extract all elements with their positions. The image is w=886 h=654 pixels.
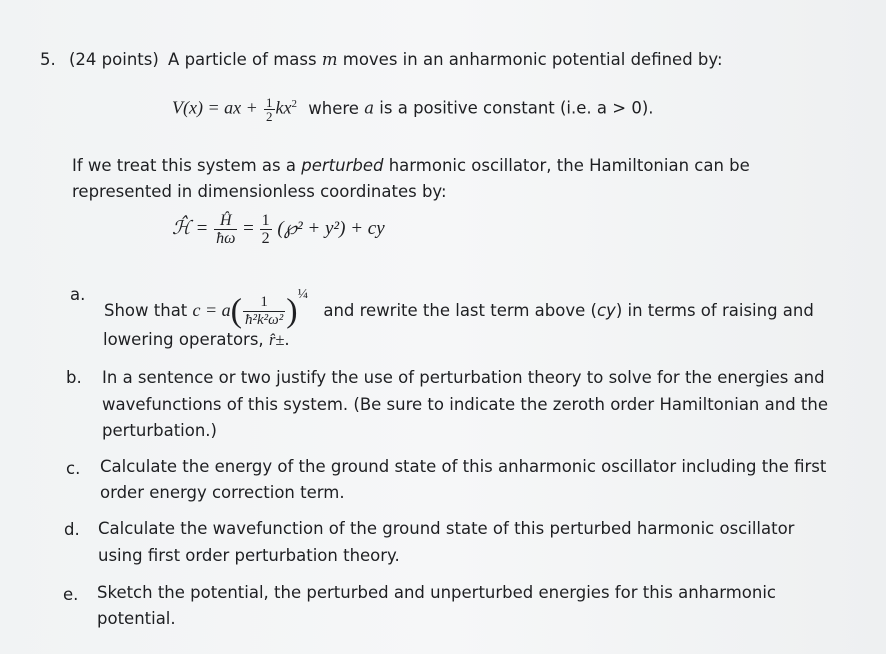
hamiltonian-eq: =	[243, 217, 254, 239]
mass-symbol: m	[321, 50, 338, 69]
perturbed-line-2	[72, 182, 447, 202]
part-b-label: b.	[66, 368, 82, 387]
part-a-cy: cy	[596, 301, 616, 320]
hamiltonian-half-den: 2	[261, 230, 270, 247]
part-a-close-paren: )	[286, 292, 298, 330]
part-a-rewrite-tail: ) in terms of raising and	[615, 301, 814, 320]
part-a-c-frac-den: ħ²k²ω²	[245, 312, 284, 328]
intro-tail: moves in an anharmonic potential defined by:	[342, 50, 723, 69]
part-a-line2-end: .	[284, 330, 290, 349]
part-a-label: a.	[70, 285, 86, 304]
potential-exp: 2	[291, 98, 297, 110]
part-e-line-1: Sketch the potential, the perturbed and unperturbed energies for this anharmonic	[97, 583, 776, 602]
part-a-line-2	[103, 330, 290, 350]
part-b-line-1: In a sentence or two justify the use of perturbation theory to solve for the energies and	[102, 368, 825, 387]
part-a-show: Show that	[104, 301, 188, 320]
part-c-line-1: Calculate the energy of the ground state of this anharmonic oscillator including the first	[100, 457, 827, 476]
part-d-line-1: Calculate the wavefunction of the ground state of this perturbed harmonic oscillator	[98, 519, 795, 538]
problem-header	[40, 50, 723, 70]
potential-frac-den: 2	[266, 108, 273, 124]
potential-fraction	[264, 96, 275, 123]
potential-frac-num: 1	[266, 94, 273, 110]
where-tail: is a positive constant (i.e. a > 0).	[379, 98, 654, 118]
part-a-lowering: lowering operators,	[103, 330, 264, 349]
where-text: where	[308, 98, 359, 118]
potential-line	[172, 94, 654, 123]
perturbed-line2: represented in dimensionless coordinates by:	[72, 182, 447, 201]
part-b-line-3: perturbation.)	[102, 421, 217, 440]
part-e-line-2: potential.	[97, 609, 176, 628]
part-c-label: c.	[66, 459, 81, 478]
part-d-label: d.	[64, 520, 80, 539]
hamiltonian-paren: (℘² + y²)	[277, 217, 346, 239]
hamiltonian-equation	[172, 212, 385, 247]
perturbed-word: perturbed	[301, 156, 384, 175]
perturbed-line1-b: harmonic oscillator, the Hamiltonian can be	[388, 156, 750, 175]
perturbed-line1-a: If we treat this system as a	[72, 156, 296, 175]
hamiltonian-lhs: ℋ̂ =	[172, 217, 209, 239]
a-symbol: a	[364, 98, 375, 118]
potential-lhs: V(x) = ax +	[172, 97, 258, 118]
potential-rhs: kx	[275, 97, 292, 118]
problem-points: (24 points)	[69, 50, 159, 69]
part-a-c-fraction	[243, 294, 285, 329]
part-a-line-1	[104, 266, 814, 340]
hamiltonian-half-num: 1	[261, 212, 270, 229]
part-b-line-2: wavefunctions of this system. (Be sure to indicate the zeroth order Hamiltonian and the	[102, 395, 828, 414]
part-a-c-frac-num: 1	[243, 294, 285, 312]
hamiltonian-half	[260, 212, 272, 247]
part-e-label: e.	[63, 585, 79, 604]
hamiltonian-fraction	[214, 212, 237, 247]
hamiltonian-tail: + cy	[350, 217, 385, 239]
part-a-open-paren: (	[230, 292, 242, 330]
intro-text: A particle of mass	[168, 50, 317, 69]
part-a-c-exp: ¼	[297, 287, 309, 302]
problem-number: 5.	[40, 50, 56, 69]
part-a-rewrite: and rewrite the last term above (	[323, 301, 597, 320]
part-a-operator: r̂±	[268, 330, 285, 349]
part-d-line-2: using first order perturbation theory.	[98, 546, 400, 565]
hamiltonian-frac-num: Ĥ	[214, 212, 237, 230]
part-a-c-eq: c = a	[192, 300, 231, 320]
perturbed-line-1	[72, 156, 750, 176]
part-c-line-2: order energy correction term.	[100, 483, 345, 502]
hamiltonian-frac-den: ħω	[216, 230, 236, 247]
